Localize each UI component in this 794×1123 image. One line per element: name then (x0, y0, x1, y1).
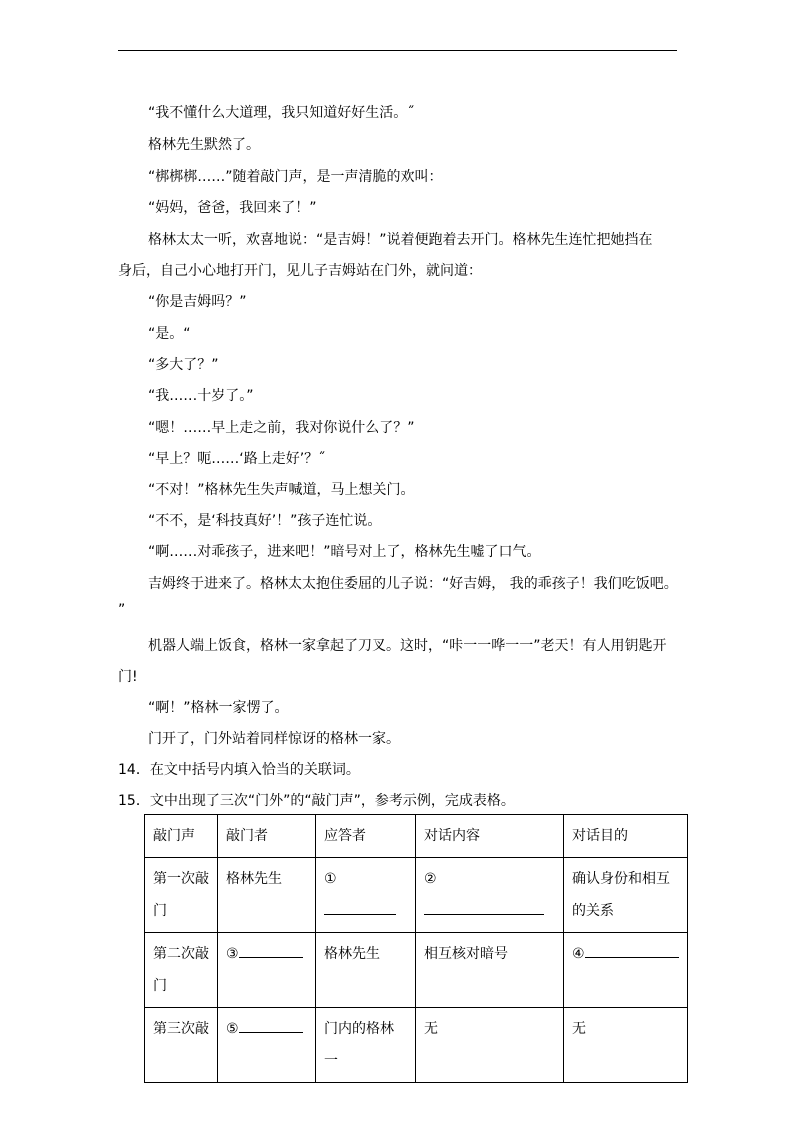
table-row (145, 1008, 688, 1083)
paragraph: 格林太太一听，欢喜地说：“是吉姆！”说着便跑着去开门。格林先生连忙把她挡在 (148, 232, 653, 248)
table-cell: 确认身份和相互的关系 (564, 858, 688, 933)
header-rule (118, 50, 677, 51)
paragraph: “妈妈，爸爸，我回来了！” (148, 200, 317, 216)
table-cell: 无 (416, 1008, 564, 1083)
paragraph: “我……十岁了。” (148, 388, 254, 404)
paragraph: “你是吉姆吗？” (148, 294, 247, 310)
table-cell: 格林先生 (316, 933, 416, 1008)
paragraph: “啊……对乖孩子，进来吧！”暗号对上了，格林先生嘘了口气。 (148, 544, 541, 560)
blank-label: ④ (572, 946, 585, 962)
answer-blank[interactable] (424, 900, 544, 915)
table-cell (416, 858, 564, 933)
answer-blank[interactable] (324, 900, 396, 915)
question-14: 14．在文中括号内填入恰当的关联词。 (118, 762, 360, 778)
table-cell: 门内的格林一 (316, 1008, 416, 1083)
paragraph: “多大了？” (148, 357, 219, 373)
paragraph: “不不，是‘科技真好’！”孩子连忙说。 (148, 513, 382, 529)
answer-blank[interactable] (239, 943, 303, 958)
answer-blank[interactable] (585, 943, 679, 958)
paragraph: 身后，自己小心地打开门，见儿子吉姆站在门外，就问道： (118, 263, 482, 279)
table-row (145, 858, 688, 933)
table-cell (564, 933, 688, 1008)
table-cell: 相互核对暗号 (416, 933, 564, 1008)
table-cell (218, 1008, 316, 1083)
paragraph: 吉姆终于进来了。格林太太抱住委屈的儿子说：“好吉姆， 我的乖孩子！我们吃饭吧。 (148, 576, 678, 592)
paragraph: “我不懂什么大道理，我只知道好好生活。˝ (148, 105, 415, 121)
paragraph: ” (118, 602, 126, 618)
table-header: 对话目的 (564, 815, 688, 858)
table-cell: 第一次敲门 (145, 858, 218, 933)
blank-label: ① (324, 871, 337, 887)
paragraph: 门! (118, 669, 138, 685)
paragraph: 格林先生默然了。 (148, 137, 260, 153)
paragraph: “梆梆梆……”随着敲门声，是一声清脆的欢叫： (148, 169, 443, 185)
table-header: 敲门者 (218, 815, 316, 858)
paragraph: 机器人端上饭食，格林一家拿起了刀叉。这时，“咔一一哗一一”老天！有人用钥匙开 (148, 638, 667, 654)
answer-blank[interactable] (239, 1018, 303, 1033)
table-cell: 无 (564, 1008, 688, 1083)
question-15: 15．文中出现了三次“门外”的“敲门声”，参考示例，完成表格。 (118, 793, 515, 809)
table-cell: 第二次敲门 (145, 933, 218, 1008)
paragraph: “是。“ (148, 326, 191, 342)
table-header: 敲门声 (145, 815, 218, 858)
table-row (145, 933, 688, 1008)
paragraph: “不对！”格林先生失声喊道，马上想关门。 (148, 482, 415, 498)
table-cell: 格林先生 (218, 858, 316, 933)
blank-label: ② (424, 871, 437, 887)
table-header: 应答者 (316, 815, 416, 858)
knock-table (144, 814, 688, 1083)
blank-label: ③ (226, 946, 239, 962)
paragraph: “啊！”格林一家愣了。 (148, 700, 289, 716)
paragraph: “嗯！……早上走之前，我对你说什么了？” (148, 420, 415, 436)
paragraph: 门开了，门外站着同样惊讶的格林一家。 (148, 731, 400, 747)
paragraph: “早上？呃……‘路上走好’？˝ (148, 451, 326, 467)
table-header: 对话内容 (416, 815, 564, 858)
table-cell: 第三次敲 (145, 1008, 218, 1083)
table-header-row (145, 815, 688, 858)
blank-label: ⑤ (226, 1021, 239, 1037)
table-cell (218, 933, 316, 1008)
table-cell (316, 858, 416, 933)
